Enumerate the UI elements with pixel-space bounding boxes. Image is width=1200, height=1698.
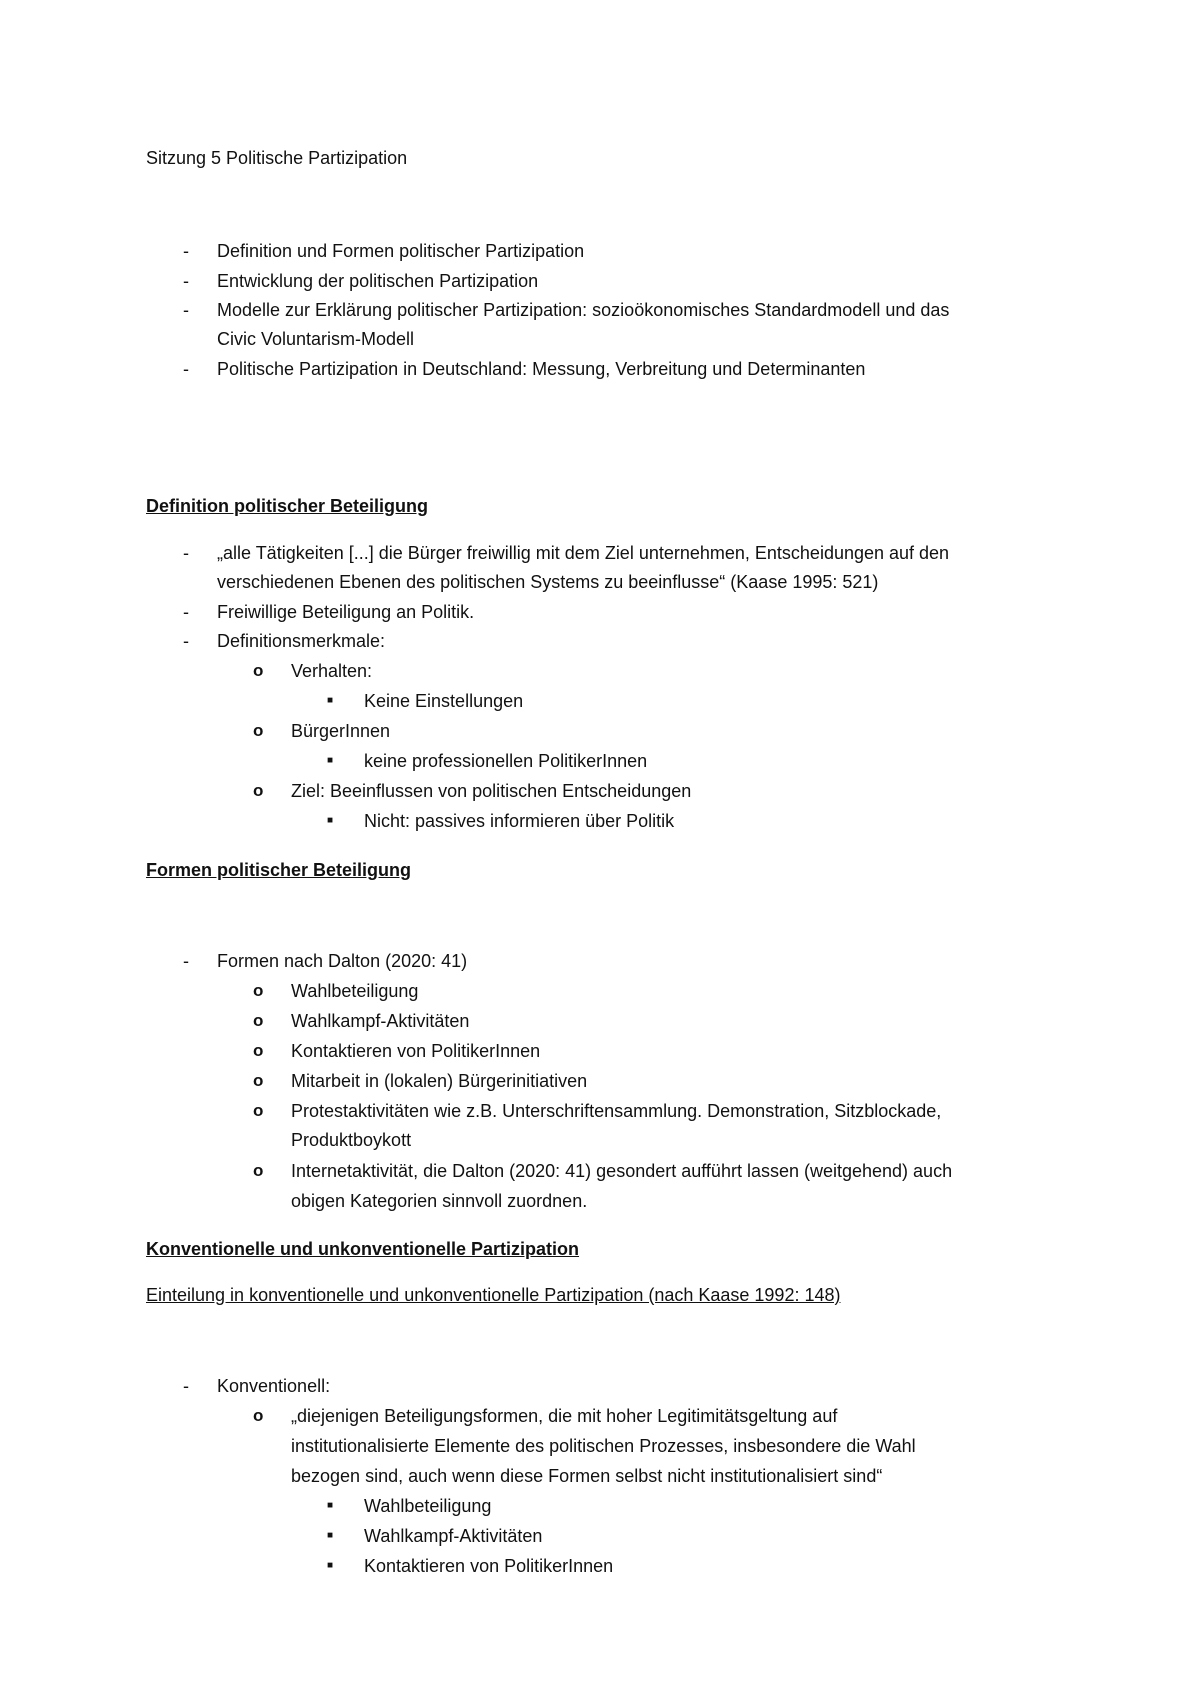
square-bullet: ■ xyxy=(327,1530,334,1541)
criterion-detail: keine professionellen PolitikerInnen xyxy=(364,751,648,771)
form-item-continued: obigen Kategorien sinnvoll zuordnen. xyxy=(291,1191,588,1211)
circle-bullet: o xyxy=(253,981,264,1000)
agenda-item: Politische Partizipation in Deutschland: Messung, Verbreitung und Determinanten xyxy=(217,359,866,379)
conventional-quote: „diejenigen Beteiligungsformen, die mit hoher Legitimitätsgeltung auf xyxy=(291,1406,838,1426)
dash-bullet: - xyxy=(183,300,189,320)
circle-bullet: o xyxy=(253,1406,264,1425)
dash-bullet: - xyxy=(183,1376,189,1396)
section-subheading: Einteilung in konventionelle und unkonventionelle Partizipation (nach Kaase 1992: 148) xyxy=(146,1285,841,1305)
section-heading-definition: Definition politischer Beteiligung xyxy=(146,496,429,516)
circle-bullet: o xyxy=(253,661,264,680)
dash-bullet: - xyxy=(183,602,189,622)
circle-bullet: o xyxy=(253,1101,264,1120)
form-item: Wahlkampf-Aktivitäten xyxy=(291,1011,470,1031)
criterion-detail: Nicht: passives informieren über Politik xyxy=(364,811,675,831)
agenda-item: Modelle zur Erklärung politischer Partizipation: sozioökonomisches Standardmodell und das xyxy=(217,300,950,320)
square-bullet: ■ xyxy=(327,755,334,766)
square-bullet: ■ xyxy=(327,1560,334,1571)
circle-bullet: o xyxy=(253,1161,264,1180)
list-item: Konventionell: xyxy=(217,1376,331,1396)
square-bullet: ■ xyxy=(327,695,334,706)
example-item: Wahlkampf-Aktivitäten xyxy=(364,1526,543,1546)
form-item-continued: Produktboykott xyxy=(291,1130,412,1150)
criterion-label: Verhalten: xyxy=(291,661,373,681)
dash-bullet: - xyxy=(183,543,189,563)
form-item: Kontaktieren von PolitikerInnen xyxy=(291,1041,541,1061)
example-item: Wahlbeteiligung xyxy=(364,1496,492,1516)
form-item: Protestaktivitäten wie z.B. Unterschriftensammlung. Demonstration, Sitzblockade, xyxy=(291,1101,942,1121)
agenda-item: Entwicklung der politischen Partizipation xyxy=(217,271,539,291)
circle-bullet: o xyxy=(253,721,264,740)
page-title: Sitzung 5 Politische Partizipation xyxy=(146,148,408,168)
square-bullet: ■ xyxy=(327,1500,334,1511)
dash-bullet: - xyxy=(183,241,189,261)
criterion-label: BürgerInnen xyxy=(291,721,391,741)
section-heading-forms: Formen politischer Beteiligung xyxy=(146,860,412,880)
list-item: Freiwillige Beteiligung an Politik. xyxy=(217,602,475,622)
circle-bullet: o xyxy=(253,1011,264,1030)
circle-bullet: o xyxy=(253,1041,264,1060)
example-item: Kontaktieren von PolitikerInnen xyxy=(364,1556,614,1576)
criterion-detail: Keine Einstellungen xyxy=(364,691,524,711)
conventional-quote-continued: institutionalisierte Elemente des politischen Prozesses, insbesondere die Wahl xyxy=(291,1436,916,1456)
form-item: Internetaktivität, die Dalton (2020: 41) gesondert aufführt lassen (weitgehend) auch xyxy=(291,1161,953,1181)
list-item: Formen nach Dalton (2020: 41) xyxy=(217,951,468,971)
dash-bullet: - xyxy=(183,631,189,651)
agenda-item-continued: Civic Voluntarism-Modell xyxy=(217,329,415,349)
form-item: Mitarbeit in (lokalen) Bürgerinitiativen xyxy=(291,1071,588,1091)
dash-bullet: - xyxy=(183,951,189,971)
form-item: Wahlbeteiligung xyxy=(291,981,419,1001)
circle-bullet: o xyxy=(253,781,264,800)
definition-quote: „alle Tätigkeiten [...] die Bürger freiwillig mit dem Ziel unternehmen, Entscheidungen auf den xyxy=(217,543,950,563)
circle-bullet: o xyxy=(253,1071,264,1090)
square-bullet: ■ xyxy=(327,815,334,826)
section-heading-conventional: Konventionelle und unkonventionelle Partizipation xyxy=(146,1239,580,1259)
list-item: Definitionsmerkmale: xyxy=(217,631,386,651)
conventional-quote-continued: bezogen sind, auch wenn diese Formen selbst nicht institutionalisiert sind“ xyxy=(291,1466,883,1486)
criterion-label: Ziel: Beeinflussen von politischen Entscheidungen xyxy=(291,781,692,801)
agenda-item: Definition und Formen politischer Partizipation xyxy=(217,241,585,261)
dash-bullet: - xyxy=(183,359,189,379)
definition-quote-continued: verschiedenen Ebenen des politischen Systems zu beeinflusse“ (Kaase 1995: 521) xyxy=(217,572,879,592)
dash-bullet: - xyxy=(183,271,189,291)
